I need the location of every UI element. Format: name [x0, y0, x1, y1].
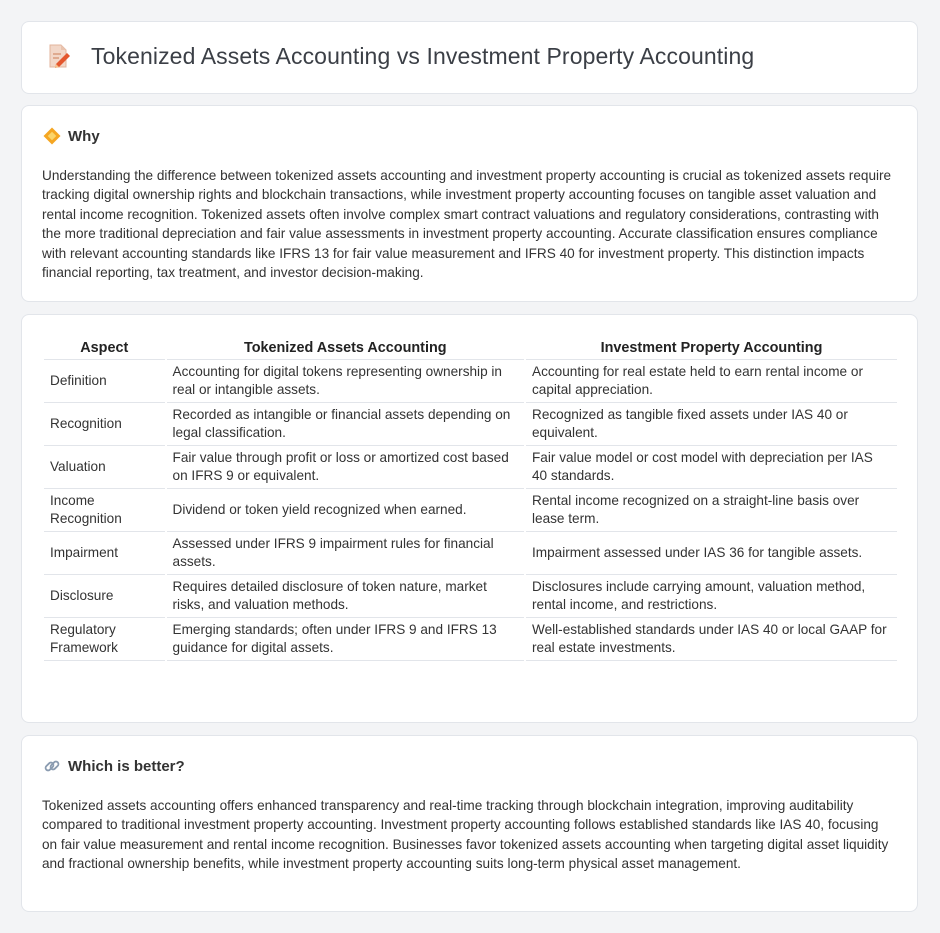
why-heading-row — [43, 127, 100, 145]
why-text: Understanding the difference between tokenized assets accounting and investment property accounting is crucial as tokenized assets require tracking digital ownership rights and blockchain transactions, while investment property accounting focuses on tangible asset valuation and rental income recognition. Tokenized assets often involve complex smart contract valuations and regulatory considerations, contrasting with the more traditional depreciation and fair value assessments in investment property accounting. Accurate classification ensures compliance with relevant accounting standards like IFRS 13 for fair value measurement and IFRS 40 for investment property. This distinction impacts financial reporting, tax treatment, and investor decision-making. — [42, 168, 892, 281]
comparison-section — [21, 314, 918, 723]
header-tokenized: Tokenized Assets Accounting — [167, 335, 524, 360]
row-tokenized: Requires detailed disclosure of token nature, market risks, and valuation methods. — [167, 575, 524, 618]
better-section — [21, 735, 918, 912]
table-row — [44, 532, 897, 575]
row-investment: Recognized as tangible fixed assets under IAS 40 or equivalent. — [526, 403, 897, 446]
row-aspect: Impairment — [44, 532, 165, 575]
row-investment: Accounting for real estate held to earn rental income or capital appreciation. — [526, 360, 897, 403]
row-tokenized: Recorded as intangible or financial assets depending on legal classification. — [167, 403, 524, 446]
table-row — [44, 446, 897, 489]
header-card — [21, 21, 918, 94]
row-investment: Rental income recognized on a straight-line basis over lease term. — [526, 489, 897, 532]
row-tokenized: Emerging standards; often under IFRS 9 and IFRS 13 guidance for digital assets. — [167, 618, 524, 661]
diamond-icon — [43, 127, 61, 145]
row-investment: Disclosures include carrying amount, valuation method, rental income, and restrictions. — [526, 575, 897, 618]
row-investment: Fair value model or cost model with depreciation per IAS 40 standards. — [526, 446, 897, 489]
table-row — [44, 618, 897, 661]
row-aspect: Disclosure — [44, 575, 165, 618]
header-investment: Investment Property Accounting — [526, 335, 897, 360]
better-heading: Which is better? — [68, 757, 185, 775]
better-heading-row — [43, 757, 185, 775]
table-header-row — [44, 335, 897, 360]
row-tokenized: Fair value through profit or loss or amortized cost based on IFRS 9 or equivalent. — [167, 446, 524, 489]
table-row — [44, 489, 897, 532]
title-row — [47, 42, 754, 70]
row-aspect: Valuation — [44, 446, 165, 489]
row-aspect: Definition — [44, 360, 165, 403]
why-section — [21, 105, 918, 302]
better-text: Tokenized assets accounting offers enhanced transparency and real-time tracking through blockchain integration, improving auditability compared to traditional investment property accounting. Investment property accounting follows established standards like IAS 40, focusing on fair value measurement and rental income recognition. Businesses favor tokenized assets accounting when targeting digital asset liquidity and fractional ownership benefits, while investment property accounting suits long-term physical asset management. — [42, 798, 889, 872]
row-aspect: Income Recognition — [44, 489, 165, 532]
row-aspect: Recognition — [44, 403, 165, 446]
comparison-table — [42, 335, 899, 661]
header-aspect: Aspect — [44, 335, 165, 360]
why-heading: Why — [68, 127, 100, 145]
link-icon — [43, 757, 61, 775]
memo-pencil-icon — [47, 42, 71, 70]
table-row — [44, 360, 897, 403]
table-row — [44, 575, 897, 618]
row-aspect: Regulatory Framework — [44, 618, 165, 661]
row-tokenized: Accounting for digital tokens representing ownership in real or intangible assets. — [167, 360, 524, 403]
page-title: Tokenized Assets Accounting vs Investment Property Accounting — [91, 42, 755, 69]
row-investment: Well-established standards under IAS 40 or local GAAP for real estate investments. — [526, 618, 897, 661]
row-tokenized: Dividend or token yield recognized when earned. — [167, 489, 524, 532]
table-row — [44, 403, 897, 446]
row-tokenized: Assessed under IFRS 9 impairment rules for financial assets. — [167, 532, 524, 575]
row-investment: Impairment assessed under IAS 36 for tangible assets. — [526, 532, 897, 575]
